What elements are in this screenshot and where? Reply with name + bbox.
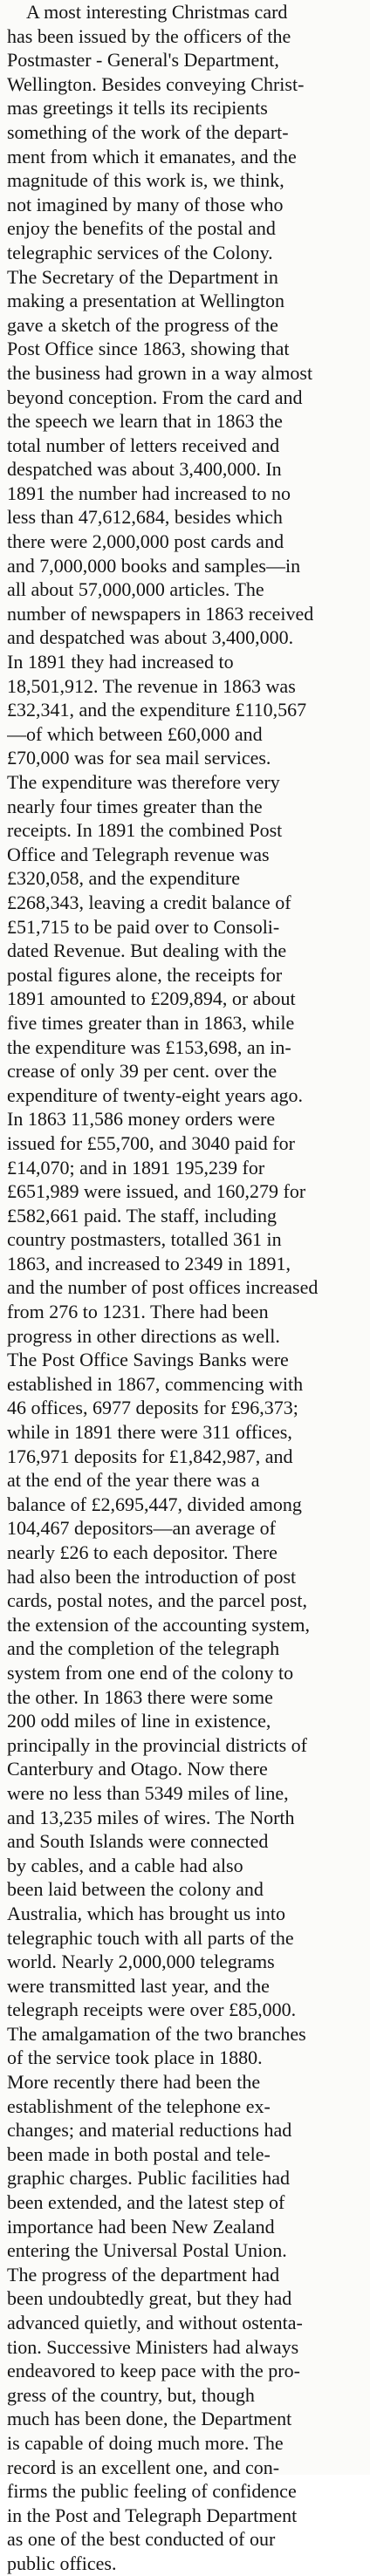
article-line: nearly £26 to each depositor. There — [7, 1541, 278, 1563]
article-line: telegraphic touch with all parts of the — [7, 1926, 294, 1949]
article-body — [7, 0, 367, 2576]
article-line: 1863, and increased to 2349 in 1891, — [7, 1252, 291, 1274]
article-line: magnitude of this work is, we think, — [7, 169, 284, 192]
article-line: gave a sketch of the progress of the — [7, 313, 278, 336]
article-line: were no less than 5349 miles of line, — [7, 1781, 289, 1804]
article-line: Canterbury and Otago. Now there — [7, 1758, 268, 1780]
article-line: something of the work of the depart- — [7, 120, 289, 143]
article-line: in the Post and Telegraph Department — [7, 2504, 298, 2526]
article-line: number of newspapers in 1863 received — [7, 602, 314, 625]
article-line: tion. Successive Ministers had always — [7, 2335, 299, 2358]
article-line: making a presentation at Wellington — [7, 290, 284, 312]
article-line: the expenditure was £153,698, an in- — [7, 1035, 291, 1058]
article-line: —of which between £60,000 and — [7, 722, 263, 745]
article-line: 1891 the number had increased to no — [7, 482, 291, 504]
article-line: and 7,000,000 books and samples—in — [7, 554, 301, 577]
article-line: issued for £55,700, and 3040 paid for — [7, 1131, 295, 1154]
article-line: cards, postal notes, and the parcel post, — [7, 1589, 307, 1612]
article-line: £320,058, and the expenditure — [7, 867, 240, 890]
article-line: 104,467 depositors—an average of — [7, 1517, 276, 1540]
article-line: by cables, and a cable had also — [7, 1854, 243, 1876]
article-line: Wellington. Besides conveying Christ- — [7, 72, 305, 95]
article-line: the other. In 1863 there were some — [7, 1685, 273, 1708]
article-line: and the number of post offices increased — [7, 1276, 319, 1299]
article-line: had also been the introduction of post — [7, 1565, 297, 1588]
article-line: enjoy the benefits of the postal and — [7, 217, 276, 240]
article-line: world. Nearly 2,000,000 telegrams — [7, 1951, 275, 1973]
article-line: nearly four times greater than the — [7, 795, 263, 817]
article-line: is capable of doing much more. The — [7, 2431, 284, 2454]
article-line: there were 2,000,000 post cards and — [7, 530, 284, 553]
article-line: The expenditure was therefore very — [7, 771, 280, 793]
article-line: £651,989 were issued, and 160,279 for — [7, 1180, 306, 1203]
article-line: postal figures alone, the receipts for — [7, 963, 283, 986]
article-line: The progress of the department had — [7, 2263, 280, 2286]
article-line: system from one end of the colony to — [7, 1661, 294, 1684]
article-line: from 276 to 1231. There had been — [7, 1301, 269, 1323]
article-line: 200 odd miles of line in existence, — [7, 1710, 271, 1732]
article-line: graphic charges. Public facilities had — [7, 2167, 290, 2190]
article-line: establishment of the telephone ex- — [7, 2094, 271, 2117]
article-line: were transmitted last year, and the — [7, 1974, 270, 1997]
article-line: and 13,235 miles of wires. The North — [7, 1806, 295, 1828]
article-line: 46 offices, 6977 deposits for £96,373; — [7, 1397, 298, 1419]
article-line: firms the public feeling of confidence — [7, 2480, 297, 2503]
article-line: telegraph receipts were over £85,000. — [7, 1999, 297, 2021]
article-line: Postmaster - General's Department, — [7, 49, 279, 72]
article-line: despatched was about 3,400,000. In — [7, 458, 282, 481]
article-line: and despatched was about 3,400,000. — [7, 626, 294, 649]
article-line: £70,000 was for sea mail services. — [7, 747, 271, 769]
article-line: and South Islands were connected — [7, 1830, 269, 1853]
article-line: The amalgamation of the two branches — [7, 2022, 306, 2045]
article-line: ment from which it emanates, and the — [7, 145, 297, 167]
article-line: advanced quietly, and without ostenta- — [7, 2312, 303, 2333]
article-line: at the end of the year there was a — [7, 1469, 260, 1492]
article-line: the speech we learn that in 1863 the — [7, 410, 283, 433]
article-line: The Post Office Savings Banks were — [7, 1349, 289, 1371]
article-line: £32,341, and the expenditure £110,567 — [7, 699, 307, 721]
article-line: In 1891 they had increased to — [7, 651, 234, 673]
article-line: £268,343, leaving a credit balance of — [7, 891, 291, 913]
article-line: of the service took place in 1880. — [7, 2046, 263, 2069]
article-line: established in 1867, commencing with — [7, 1372, 304, 1395]
article-line: principally in the provincial districts of — [7, 1733, 307, 1756]
article-line: importance had been New Zealand — [7, 2215, 275, 2238]
article-line: much has been done, the Department — [7, 2408, 292, 2430]
article-line: total number of letters received and — [7, 434, 280, 456]
article-line: The Secretary of the Department in — [7, 265, 278, 288]
article-line: endeavored to keep pace with the pro- — [7, 2360, 300, 2382]
article-line: £14,070; and in 1891 195,239 for — [7, 1156, 265, 1179]
article-line: progress in other directions as well. — [7, 1324, 280, 1347]
article-line: Australia, which has brought us into — [7, 1902, 285, 1924]
article-line: the extension of the accounting system, — [7, 1613, 311, 1636]
article-line: five times greater than in 1863, while — [7, 1011, 295, 1034]
article-line: More recently there had been the — [7, 2071, 261, 2094]
article-line: changes; and material reductions had — [7, 2119, 292, 2142]
article-line: country postmasters, totalled 361 in — [7, 1228, 282, 1251]
article-line: beyond conception. From the card and — [7, 386, 303, 408]
article-line: been undoubtedly great, but they had — [7, 2287, 292, 2310]
article-line: has been issued by the officers of the — [7, 24, 291, 47]
article-line: not imagined by many of those who — [7, 193, 284, 215]
article-line: telegraphic services of the Colony. — [7, 241, 273, 263]
article-line: mas greetings it tells its recipients — [7, 97, 268, 120]
article-line: been extended, and the latest step of — [7, 2191, 285, 2214]
article-line: the business had grown in a way almost — [7, 361, 313, 384]
article-line: been made in both postal and tele- — [7, 2142, 271, 2165]
article-line: receipts. In 1891 the combined Post — [7, 819, 283, 842]
article-line: £582,661 paid. The staff, including — [7, 1204, 277, 1227]
article-line: crease of only 39 per cent. over the — [7, 1060, 278, 1083]
article-line: gress of the country, but, though — [7, 2383, 255, 2406]
article-line: A most interesting Christmas card — [26, 1, 288, 23]
article-line: 176,971 deposits for £1,842,987, and — [7, 1445, 293, 1467]
article-line: dated Revenue. But dealing with the — [7, 940, 287, 962]
article-line: Office and Telegraph revenue was — [7, 843, 270, 865]
article-line: public offices. — [7, 2552, 117, 2574]
article-line: all about 57,000,000 articles. The — [7, 578, 264, 601]
article-line: 1891 amounted to £209,894, or about — [7, 987, 296, 1010]
article-line: In 1863 11,586 money orders were — [7, 1108, 276, 1131]
article-line: as one of the best conducted of our — [7, 2528, 276, 2551]
article-line: and the completion of the telegraph — [7, 1637, 280, 1660]
article-line: Post Office since 1863, showing that — [7, 338, 290, 360]
article-line: while in 1891 there were 311 offices, — [7, 1421, 292, 1444]
article-line: £51,715 to be paid over to Consoli- — [7, 915, 280, 938]
article-line: less than 47,612,684, besides which — [7, 506, 283, 529]
article-line: entering the Universal Postal Union. — [7, 2239, 287, 2262]
article-line: been laid between the colony and — [7, 1878, 264, 1901]
article-line: balance of £2,695,447, divided among — [7, 1493, 302, 1515]
article-line: record is an excellent one, and con- — [7, 2456, 280, 2478]
article-line: 18,501,912. The revenue in 1863 was — [7, 674, 296, 697]
article-line: expenditure of twenty-eight years ago. — [7, 1083, 304, 1106]
